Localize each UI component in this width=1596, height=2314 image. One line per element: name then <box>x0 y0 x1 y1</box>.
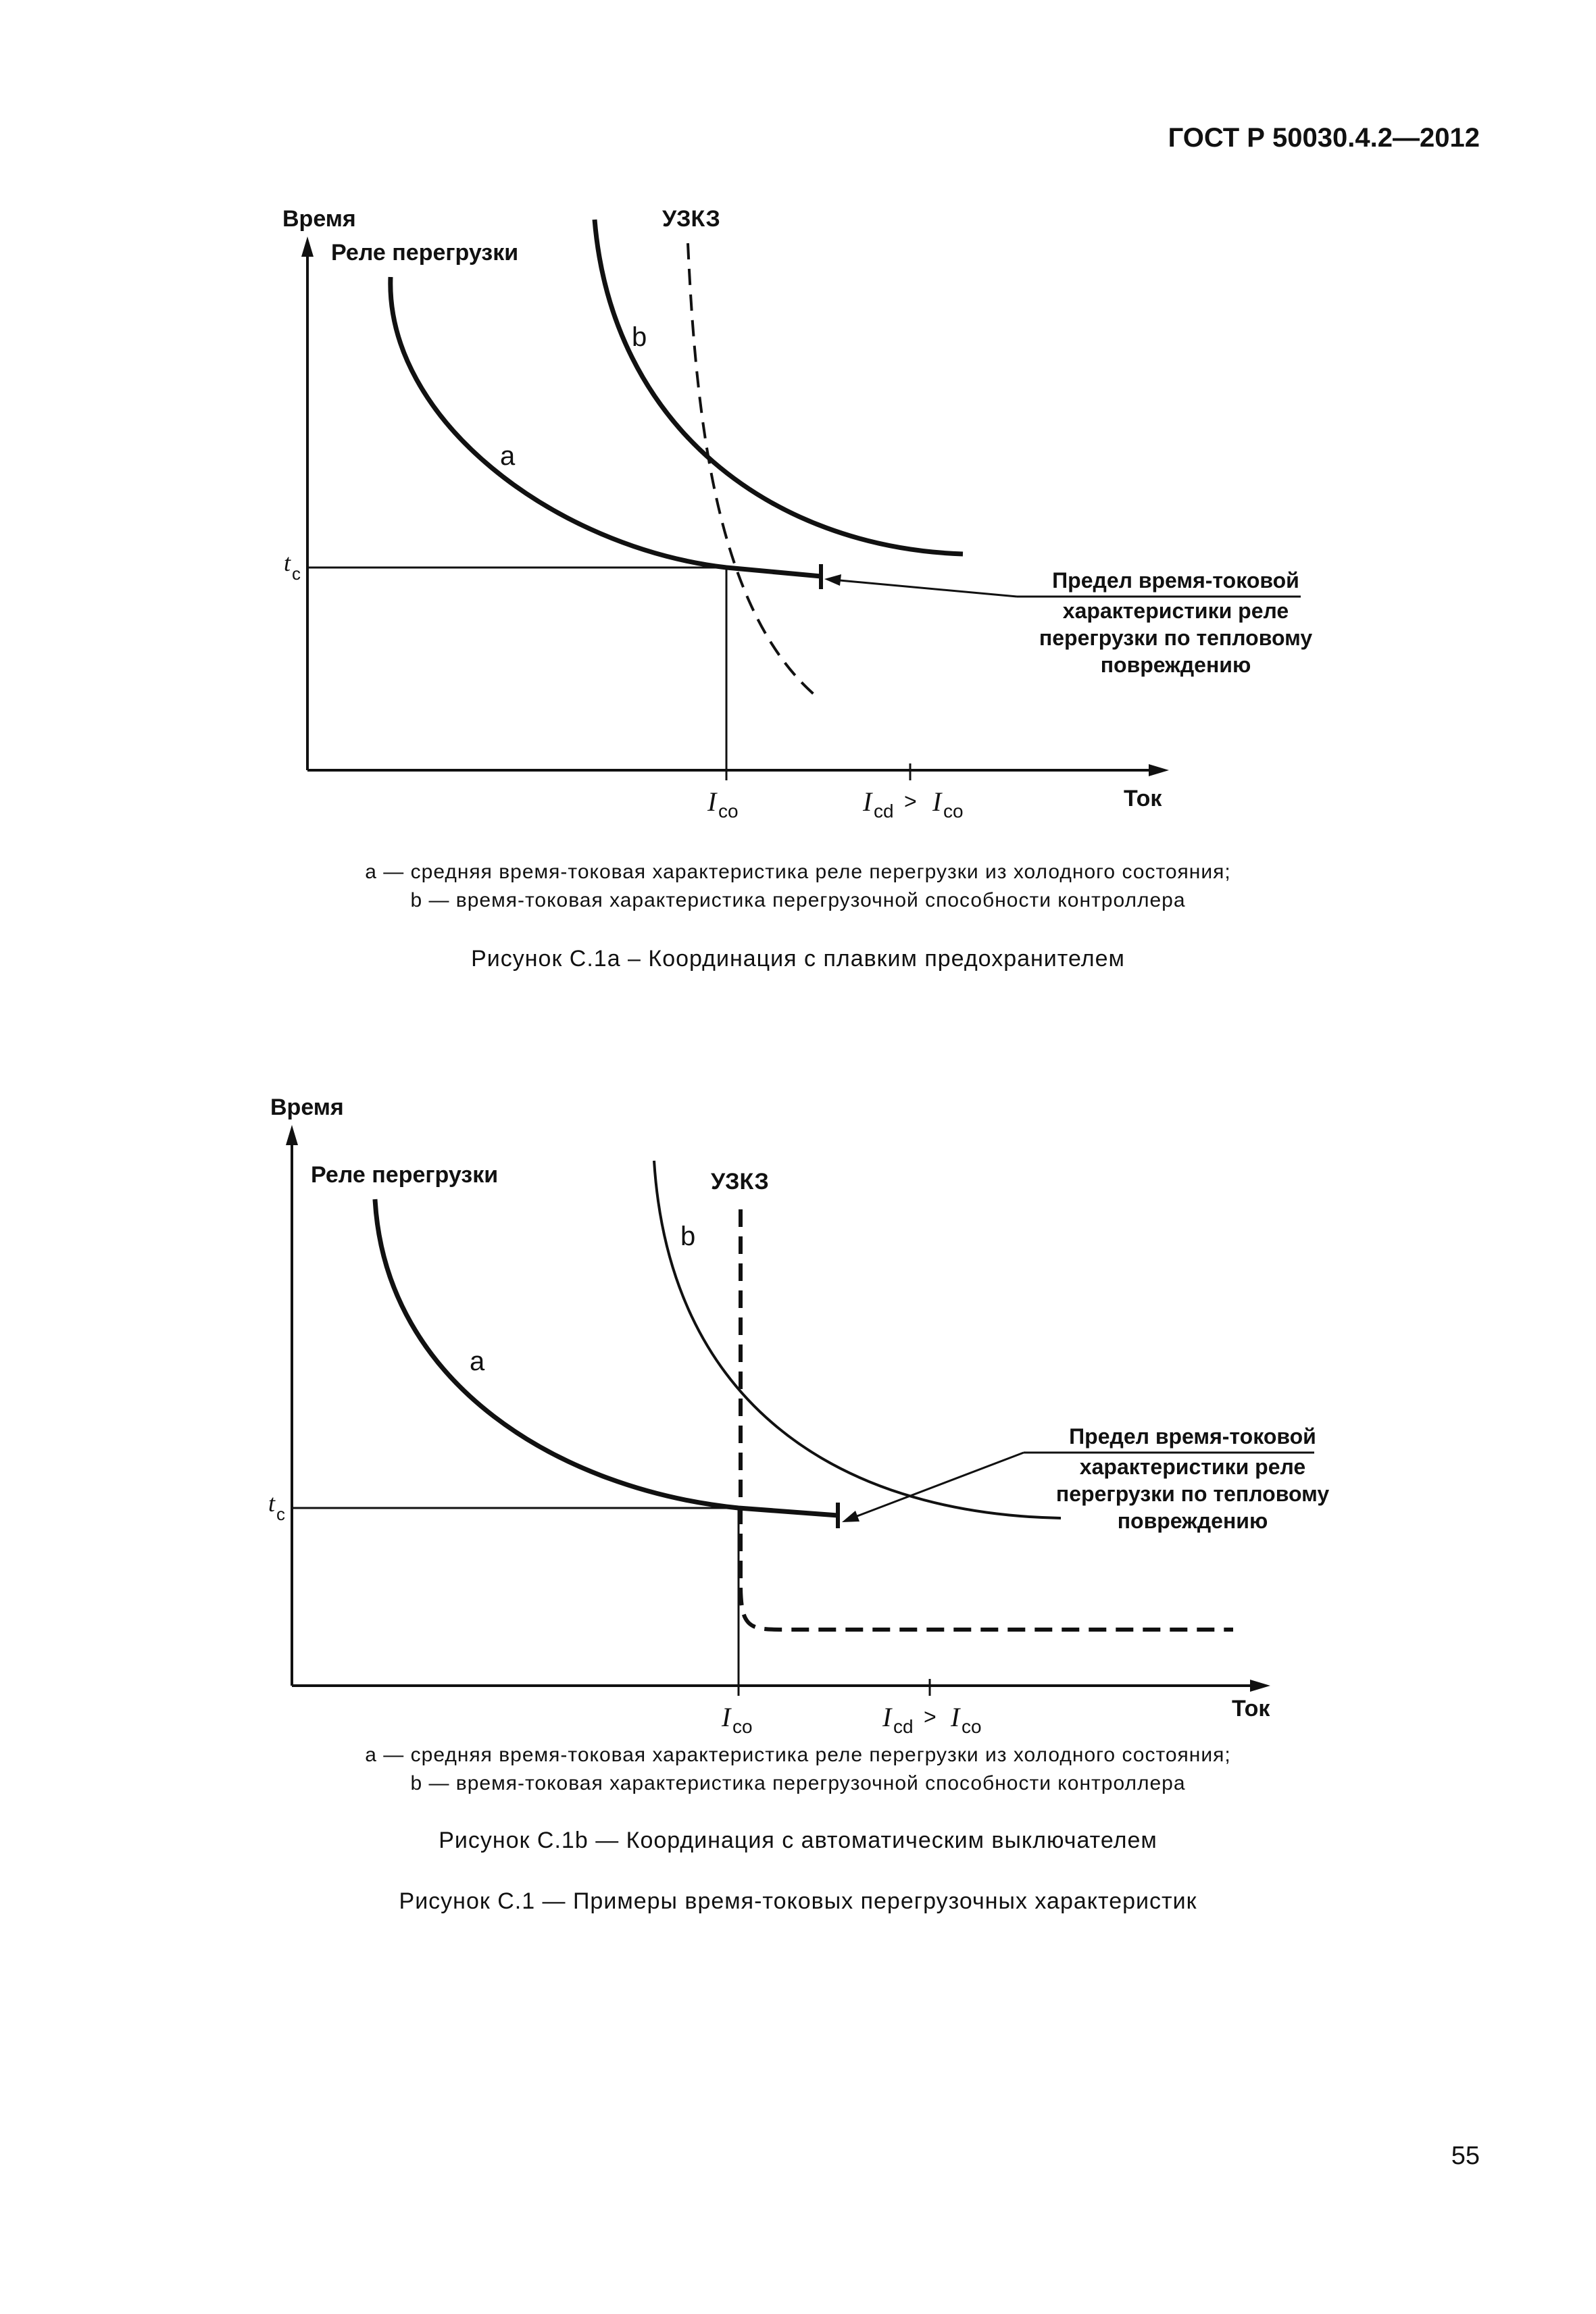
fig-b-legend <box>0 1741 1596 1798</box>
figure-b-diagram <box>0 878 1596 1824</box>
fig-a-x-axis-label: Ток <box>1124 786 1162 811</box>
svg-text:перегрузки по тепловому: перегрузки по тепловому <box>1039 626 1313 650</box>
svg-text:повреждению: повреждению <box>1100 653 1251 677</box>
fig-b-curve-a-label: a <box>470 1347 485 1376</box>
fig-b-curve-b-label: b <box>680 1222 696 1251</box>
fig-a-legend-b: b — время-токовая характеристика перегрузочной способности контроллера <box>410 889 1186 911</box>
svg-text:cd: cd <box>893 1716 914 1737</box>
svg-text:I: I <box>951 1702 960 1732</box>
fig-b-tc-label <box>268 1490 285 1524</box>
svg-text:перегрузки по тепловому: перегрузки по тепловому <box>1055 1482 1330 1506</box>
svg-text:характеристики реле: характеристики реле <box>1079 1455 1306 1479</box>
svg-text:c: c <box>292 563 301 584</box>
fig-b-curve-a <box>375 1199 838 1515</box>
standard-header: ГОСТ Р 50030.4.2—2012 <box>1168 123 1480 153</box>
fig-a-note <box>1039 568 1312 677</box>
fig-b-note <box>1056 1424 1329 1533</box>
svg-text:cd: cd <box>874 801 894 822</box>
svg-text:I: I <box>882 1702 892 1732</box>
svg-text:t: t <box>268 1490 276 1517</box>
fig-a-curve-b-label: b <box>632 322 647 352</box>
svg-text:co: co <box>962 1716 982 1737</box>
fig-a-note-leader <box>832 580 1017 597</box>
fig-a-ico-label <box>707 786 739 822</box>
fig-b-uzkz-label: УЗКЗ <box>711 1169 769 1194</box>
svg-text:I: I <box>722 1702 731 1732</box>
fig-a-relay-label: Реле перегрузки <box>331 240 519 266</box>
svg-text:>: > <box>924 1705 937 1729</box>
svg-text:Предел время-токовой: Предел время-токовой <box>1069 1424 1316 1449</box>
fig-a-legend-a: а — средняя время-токовая характеристика реле перегрузки из холодного состояния; <box>365 861 1231 883</box>
fig-a-curve-b <box>595 220 963 554</box>
fig-b-caption: Рисунок С.1b — Координация с автоматическим выключателем <box>439 1828 1157 1853</box>
svg-text:co: co <box>718 801 739 822</box>
fig-b-uzkz-curve <box>741 1209 1233 1630</box>
svg-text:I: I <box>932 786 942 817</box>
fig-a-y-axis-label: Время <box>282 206 356 232</box>
figure-a-diagram <box>0 0 1596 946</box>
svg-text:I: I <box>707 786 717 817</box>
fig-a-uzkz-curve <box>688 243 814 695</box>
fig-a-icd-label <box>862 786 964 822</box>
fig-b-curve-b <box>654 1161 1061 1518</box>
svg-text:>: > <box>904 789 917 813</box>
overall-caption: Рисунок С.1 — Примеры время-токовых перегрузочных характеристик <box>399 1888 1197 1914</box>
fig-b-ico-label <box>721 1702 753 1737</box>
svg-text:повреждению: повреждению <box>1117 1509 1268 1533</box>
fig-b-note-arrowhead <box>842 1511 859 1522</box>
fig-b-legend-b: b — время-токовая характеристика перегрузочной способности контроллера <box>410 1772 1186 1794</box>
fig-a-curve-a <box>391 277 821 576</box>
fig-b-x-arrow <box>1250 1680 1270 1692</box>
svg-text:Предел время-токовой: Предел время-токовой <box>1052 568 1299 593</box>
fig-a-uzkz-label: УЗКЗ <box>662 206 720 232</box>
fig-a-x-arrow <box>1149 764 1169 776</box>
svg-text:co: co <box>943 801 964 822</box>
svg-text:c: c <box>276 1504 285 1524</box>
svg-text:t: t <box>284 549 291 576</box>
fig-a-y-arrow <box>301 236 314 257</box>
fig-a-curve-a-label: a <box>500 441 516 471</box>
fig-b-legend-a: а — средняя время-токовая характеристика реле перегрузки из холодного состояния; <box>365 1744 1231 1766</box>
svg-text:co: co <box>732 1716 753 1737</box>
fig-a-tc-label <box>284 549 301 584</box>
fig-b-y-arrow <box>286 1125 298 1145</box>
fig-b-icd-label <box>882 1702 982 1737</box>
fig-a-note-arrowhead <box>824 574 841 586</box>
svg-text:I: I <box>863 786 872 817</box>
page-number: 55 <box>1451 2142 1480 2170</box>
fig-a-caption: Рисунок С.1а – Координация с плавким предохранителем <box>471 946 1125 972</box>
svg-text:характеристики реле: характеристики реле <box>1062 599 1289 623</box>
fig-b-relay-label: Реле перегрузки <box>311 1162 499 1188</box>
fig-b-x-axis-label: Ток <box>1232 1696 1270 1721</box>
fig-b-y-axis-label: Время <box>270 1095 344 1120</box>
